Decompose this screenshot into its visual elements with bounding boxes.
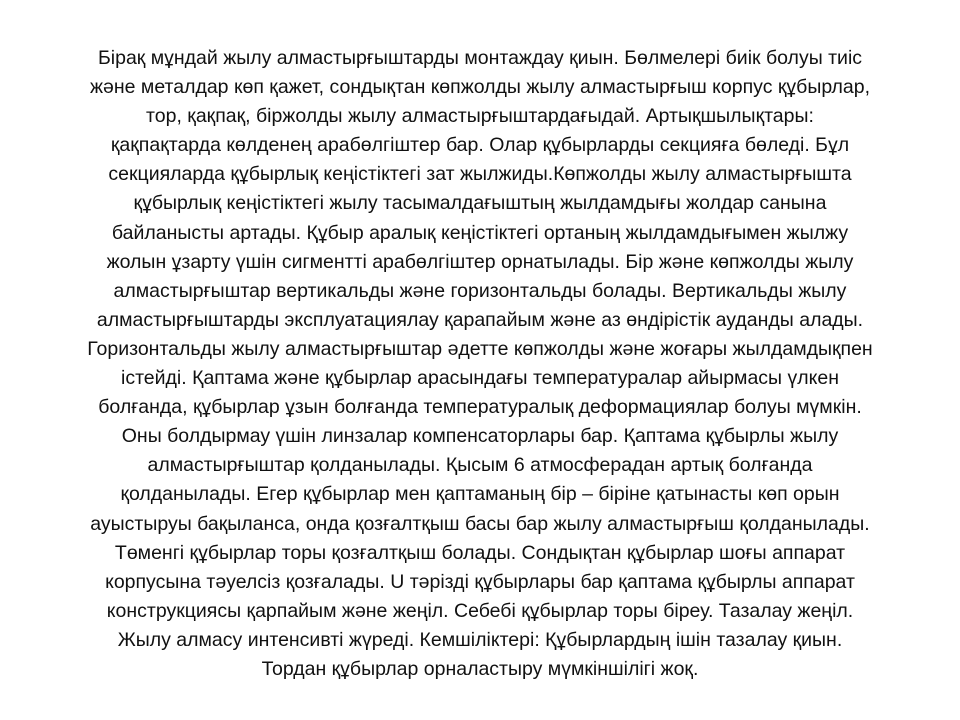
text-line: болғанда, құбырлар ұзын болғанда температуралық деформациялар болуы мүмкін. xyxy=(98,396,862,419)
text-line: істейді. Қаптама және құбырлар арасындағы температуралар айырмасы үлкен xyxy=(121,367,839,390)
body-text xyxy=(24,44,936,684)
text-line: қолданылады. Егер құбырлар мен қаптаманың бір – біріне қатынасты көп орын xyxy=(120,483,840,506)
text-line: Төменгі құбырлар торы қозғалтқыш болады. Сондықтан құбырлар шоғы аппарат xyxy=(114,541,846,564)
text-line: Бірақ мұндай жылу алмастырғыштарды монтаждау қиын. Бөлмелері биік болуы тиіс xyxy=(97,47,863,69)
text-line: алмастырғыштарды эксплуатациялау қарапайым және аз өндірістік ауданды алады. xyxy=(96,308,864,331)
text-line: секцияларда құбырлық кеңістіктегі зат жылжиды.Көпжолды жылу алмастырғышта xyxy=(108,163,852,186)
text-line: конструкциясы қарпайым және жеңіл. Себебі құбырлар торы біреу. Тазалау жеңіл. xyxy=(106,599,854,622)
text-line: жолын ұзарту үшін сигментті арабөлгіштер орнатылады. Бір және көпжолды жылу xyxy=(106,250,854,273)
text-line: Горизонтальды жылу алмастырғыштар әдетте көпжолды және жоғары жылдамдықпен xyxy=(87,337,873,360)
text-line: қақпақтарда көлденең арабөлгіштер бар. Олар құбырларды секцияға бөледі. Бұл xyxy=(110,134,850,157)
text-line: Оны болдырмау үшін линзалар компенсаторлары бар. Қаптама құбырлы жылу xyxy=(121,425,839,448)
text-line: құбырлық кеңістіктегі жылу тасымалдағыштың жылдамдығы жолдар санына xyxy=(133,192,827,215)
text-line: алмастырғыштар қолданылады. Қысым 6 атмосферадан артық болғанда xyxy=(147,454,813,477)
text-line: ауыстыруы бақыланса, онда қозғалтқыш басы бар жылу алмастырғыш қолданылады. xyxy=(90,512,870,535)
text-line: және металдар көп қажет, сондықтан көпжолды жылу алмастырғыш корпус құбырлар, xyxy=(90,76,870,99)
text-line: тор, қақпақ, біржолды жылу алмастырғыштардағыдай. Артықшылықтары: xyxy=(146,105,814,128)
text-line: корпусына тәуелсіз қозғалады. U тәрізді құбырлары бар қаптама құбырлы аппарат xyxy=(105,570,855,593)
text-line: байланысты артады. Құбыр аралық кеңістіктегі ортаның жылдамдығымен жылжу xyxy=(111,221,849,244)
text-line: Жылу алмасу интенсивті жүреді. Кемшіліктері: Құбырлардың ішін тазалау қиын. xyxy=(117,628,843,651)
text-line: Тордан құбырлар орналастыру мүмкіншілігі жоқ. xyxy=(261,657,699,680)
text-line: алмастырғыштар вертикальды және горизонтальды болады. Вертикальды жылу xyxy=(113,279,847,302)
